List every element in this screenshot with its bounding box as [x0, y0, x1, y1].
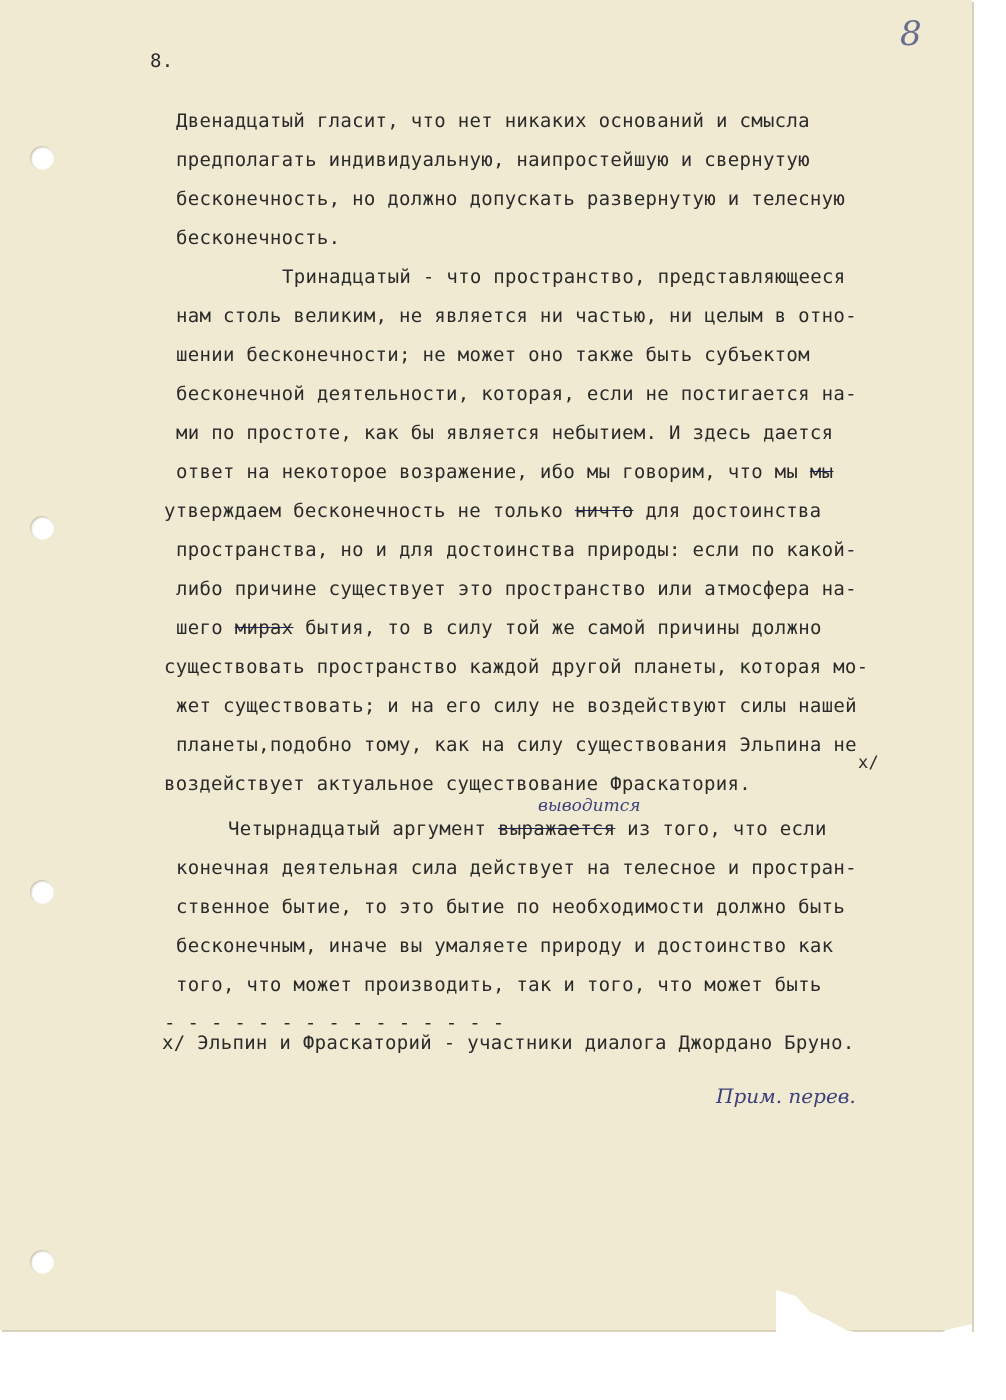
text-line: предполагать индивидуальную, наипростейшую и свернутую — [176, 149, 810, 171]
text-line: ственное бытие, то это бытие по необходимости должно быть — [176, 896, 846, 918]
struck-word: выражается — [498, 818, 616, 840]
paragraph-14 — [176, 818, 857, 996]
footnote-marker: x/ — [858, 753, 880, 773]
punch-hole — [30, 146, 54, 170]
text-segment: ответ на некоторое возражение, ибо мы говорим, что мы — [176, 461, 799, 483]
footnote-text: Эльпин и Фраскаторий - участники диалога Джордано Бруно. — [197, 1032, 855, 1054]
paragraph-12 — [176, 110, 846, 249]
struck-word: ничто — [574, 500, 634, 522]
text-line: либо причине существует это пространство или атмосфера на- — [176, 578, 857, 600]
text-line — [176, 461, 833, 483]
text-line: нам столь великим, не является ни частью, ни целым в отно- — [176, 305, 857, 327]
text-line: пространства, но и для достоинства природы: если по какой- — [176, 539, 857, 561]
text-line: Двенадцатый гласит, что нет никаких оснований и смысла — [176, 110, 810, 132]
text-line: бесконечной деятельности, которая, если не постигается на- — [176, 383, 857, 405]
text-line — [176, 617, 822, 639]
text-line — [164, 500, 821, 522]
text-line: существовать пространство каждой другой планеты, которая мо- — [164, 656, 869, 678]
text-segment: бытия, то в силу той же самой причины должно — [305, 617, 822, 639]
text-line: жет существовать; и на его силу не воздействуют силы нашей — [176, 695, 857, 717]
punch-hole — [30, 516, 54, 540]
text-line: того, что может производить, так и того, что может быть — [176, 974, 822, 996]
text-line: ми по простоте, как бы является небытием. И здесь дается — [176, 422, 834, 444]
text-line: бесконечным, иначе вы умаляете природу и достоинство как — [176, 935, 834, 957]
footnote — [162, 1032, 855, 1054]
text-line: бесконечность, но должно допускать развернутую и телесную — [176, 188, 846, 210]
text-line — [228, 818, 827, 840]
text-line: бесконечность. — [176, 227, 341, 249]
punch-hole — [30, 1250, 54, 1274]
footnote-separator: - - - - - - - - - - - - - - - — [164, 1012, 505, 1034]
text-line: шении бесконечности; не может оно также быть субъектом — [176, 344, 810, 366]
typed-page-number: 8. — [150, 50, 174, 72]
text-line: конечная деятельная сила действует на телесное и простран- — [176, 857, 857, 879]
text-line: Тринадцатый - что пространство, представляющееся — [282, 266, 846, 288]
text-segment: для достоинства — [645, 500, 822, 522]
handwritten-insert: выводится — [538, 796, 641, 816]
struck-word: мирах — [234, 617, 294, 639]
text-segment: утверждаем бесконечность не только — [164, 500, 564, 522]
translator-note: Прим. перев. — [716, 1084, 856, 1108]
text-line: воздействует актуальное существование Фраскатория. — [164, 773, 751, 795]
text-segment: Четырнадцатый аргумент — [228, 818, 487, 840]
struck-word: мы — [809, 461, 834, 483]
footnote-marker: x/ — [162, 1032, 186, 1054]
text-line: планеты,подобно тому, как на силу существования Эльпина не — [176, 734, 857, 756]
text-segment: шего — [176, 617, 223, 639]
punch-hole — [30, 880, 54, 904]
handwritten-page-number: 8 — [900, 14, 922, 54]
text-segment: из того, что если — [627, 818, 827, 840]
torn-corner — [776, 1290, 976, 1350]
paragraph-13 — [164, 266, 880, 795]
